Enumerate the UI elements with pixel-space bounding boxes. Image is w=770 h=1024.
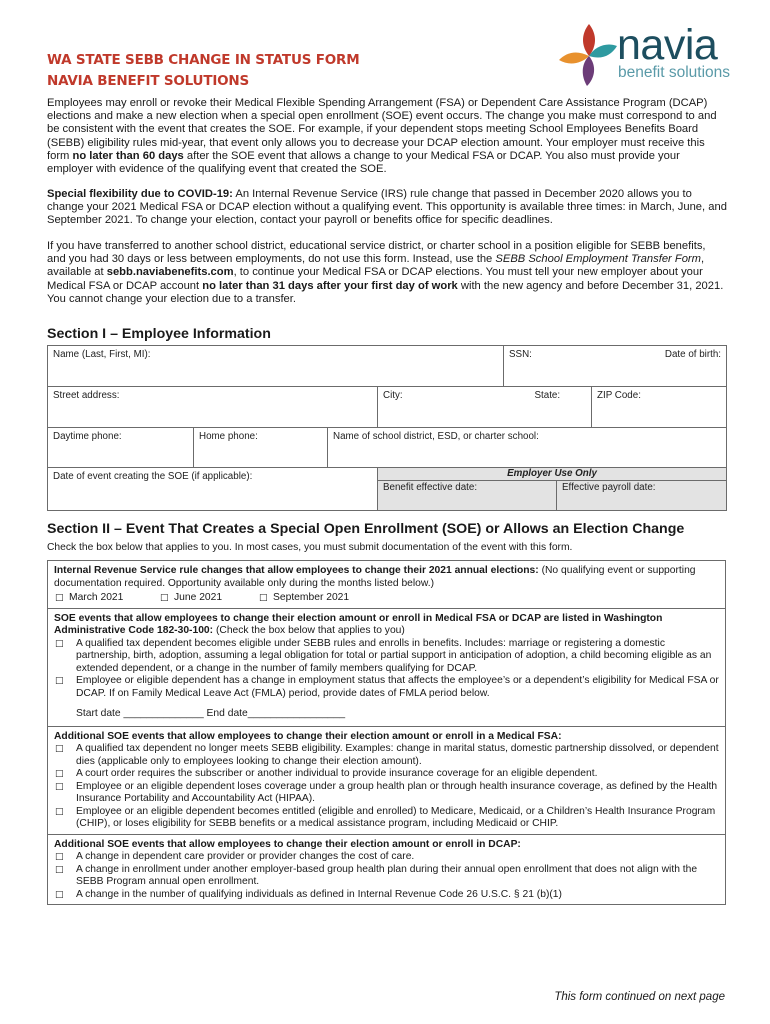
- soe-option-2: Employee or eligible dependent has a change in employment status that affects the employee’s or a dependent’s eligibility for Medical FSA or DCAP. If on Family Medical Leave Act (FMLA) period, provide dates of FMLA period below.: [76, 675, 719, 699]
- ssn-field[interactable]: SSN:: [504, 346, 592, 387]
- website-link[interactable]: sebb.naviabenefits.com: [106, 266, 234, 279]
- checkbox-fsa-4[interactable]: □: [55, 806, 64, 817]
- soe-wac-block: [48, 609, 725, 727]
- intro-paragraph-2: Special flexibility due to COVID-19: An Internal Revenue Service (IRS) rule change that passed in December 2020 allows you to change your 2021 Medical FSA or DCAP election without a qualifying event. This opportunity is available three times: in March, June, and September 2021. To change your election, contact your payroll or benefits office for specific deadlines.: [47, 188, 727, 227]
- checkbox-fsa-1[interactable]: □: [55, 744, 64, 754]
- street-field[interactable]: Street address:: [48, 387, 378, 428]
- fmla-dates-line[interactable]: Start date ______________ End date_________________: [76, 708, 346, 719]
- label-march-2021: March 2021: [69, 592, 124, 603]
- label-june-2021: June 2021: [174, 592, 223, 603]
- checkbox-dcap-2[interactable]: □: [55, 864, 64, 875]
- dcap-option-1: A change in dependent care provider or provider changes the cost of care.: [76, 851, 415, 862]
- benefit-effective-date-field: Benefit effective date:: [378, 481, 557, 511]
- month-options: [54, 592, 719, 605]
- section-2-heading: Section II – Event That Creates a Special Open Enrollment (SOE) or Allows an Election Change: [47, 521, 685, 537]
- employee-info-table: [47, 345, 727, 511]
- dcap-option-3: A change in the number of qualifying individuals as defined in Internal Revenue Code 26 U.S.C. § 21 (b)(1): [76, 888, 562, 900]
- navia-logo: [555, 20, 745, 90]
- logo-wordmark: navia: [617, 21, 718, 69]
- name-field[interactable]: Name (Last, First, MI):: [48, 346, 504, 387]
- employer-use-label: Employer Use Only: [378, 468, 727, 481]
- checkbox-fsa-2[interactable]: □: [55, 769, 64, 779]
- dcap-option-2: A change in enrollment under another employer-based group health plan during their annual open enrollment that does not align with the SEBB Program annual open enrollment.: [76, 863, 698, 887]
- soe-option-1: A qualified tax dependent becomes eligible under SEBB rules and enrolls in benefits. Includes: marriage or registering a domestic partnership, birth, adoption, assuming a legal obligation for total or partial support in anticipation of adoption, a child becoming eligible as an extended dependent, or a change in the number of family members qualifying for DCAP.: [76, 637, 712, 674]
- soe-events-box: [47, 560, 726, 905]
- intro-paragraph-1: Employees may enroll or revoke their Medical Flexible Spending Arrangement (FSA) or Dependent Care Assistance Program (DCAP) elections and make a new election when a special open enrollment (SOE) event occurs. The change you make must correspond to and be consistent with the event that creates the SOE. For example, if your dependent stops meeting School Employees Benefits Board (SEBB) eligibility rules mid-year, that event only allows you to decrease your DCAP election amount. Your employer must receive this form no later than 60 days after the SOE event that allows a change to your Medical FSA or DCAP. You also must provide your employer with evidence of the qualifying event that created the SOE.: [47, 97, 717, 176]
- payroll-date-field: Effective payroll date:: [557, 481, 727, 511]
- irs-heading: Internal Revenue Service rule changes that allow employees to change their 2021 annual elections: (No qualifying event or supporting documentation required. Opportunity available only during the months listed below.): [54, 565, 696, 589]
- checkbox-june-2021[interactable]: □: [160, 593, 169, 603]
- navia-leaf-icon: [555, 20, 619, 90]
- intro-paragraph-3: If you have transferred to another school district, educational service district, or charter school in a position eligible for SEBB benefits, and you had 30 days or less between employments, do not use this form. Instead, use the SEBB School Employment Transfer Form, available at sebb.naviabenefits.com, to continue your Medical FSA or DCAP elections. You must tell your new employer about your Medical FSA or DCAP account no later than 31 days after your first day of work with the new agency and before December 31, 2021. You cannot change your election due to a transfer.: [47, 240, 724, 305]
- form-title: [47, 50, 359, 92]
- continued-note: This form continued on next page: [554, 991, 725, 1003]
- checkbox-dcap-3[interactable]: □: [55, 889, 64, 900]
- checkbox-dcap-1[interactable]: □: [55, 852, 64, 862]
- daytime-phone-field[interactable]: Daytime phone:: [48, 428, 194, 468]
- soe-wac-heading: SOE events that allow employees to change their election amount or enroll in Medical FSA or DCAP are listed in Washington Administrative Code 182-30-100: (Check the box below that applies to you): [54, 612, 663, 636]
- fsa-option-4: Employee or an eligible dependent becomes entitled (eligible and enrolled) to Medicare, Medicaid, or a Children’s Health Insurance Program (CHIP), or loses eligibility for SEBB benefits or a medical assistance program, including Medicaid or CHIP.: [76, 805, 716, 829]
- fsa-heading: Additional SOE events that allow employees to change their election amount or enroll in a Medical FSA:: [54, 730, 562, 742]
- checkbox-fsa-3[interactable]: □: [55, 781, 64, 792]
- dcap-block: [48, 835, 725, 905]
- school-field[interactable]: Name of school district, ESD, or charter school:: [328, 428, 727, 468]
- checkbox-soe-2[interactable]: □: [55, 676, 64, 686]
- section-2-instruction: Check the box below that applies to you. In most cases, you must submit documentation of the event with this form.: [47, 542, 573, 553]
- logo-tagline: benefit solutions: [618, 64, 731, 81]
- state-field[interactable]: State:: [557, 387, 592, 428]
- fsa-option-2: A court order requires the subscriber or another individual to provide insurance coverage for an eligible dependent.: [76, 768, 598, 779]
- event-date-field[interactable]: Date of event creating the SOE (if applicable):: [48, 468, 378, 511]
- city-field[interactable]: City:: [378, 387, 557, 428]
- irs-block: [48, 561, 725, 609]
- home-phone-field[interactable]: Home phone:: [194, 428, 328, 468]
- section-1-heading: Section I – Employee Information: [47, 326, 271, 342]
- label-september-2021: September 2021: [273, 592, 350, 603]
- fsa-option-3: Employee or an eligible dependent loses coverage under a group health plan or through health insurance coverage, as defined by the Health Insurance Portability and Accountability Act (HIPAA).: [76, 780, 718, 804]
- title-line-2: NAVIA BENEFIT SOLUTIONS: [47, 73, 250, 89]
- title-line-1: WA STATE SEBB CHANGE IN STATUS FORM: [47, 52, 360, 68]
- zip-field[interactable]: ZIP Code:: [592, 387, 727, 428]
- checkbox-march-2021[interactable]: □: [55, 593, 64, 603]
- fsa-option-1: A qualified tax dependent no longer meets SEBB eligibility. Examples: change in marital status, domestic partnership dissolved, or dependent dies (applicable only to employees looking to change their election amount).: [76, 743, 719, 767]
- dcap-heading: Additional SOE events that allow employees to change their election amount or enroll in DCAP:: [54, 838, 521, 850]
- checkbox-soe-1[interactable]: □: [55, 638, 64, 649]
- checkbox-september-2021[interactable]: □: [259, 593, 268, 603]
- fsa-block: [48, 727, 725, 835]
- dob-field[interactable]: Date of birth:: [592, 346, 727, 387]
